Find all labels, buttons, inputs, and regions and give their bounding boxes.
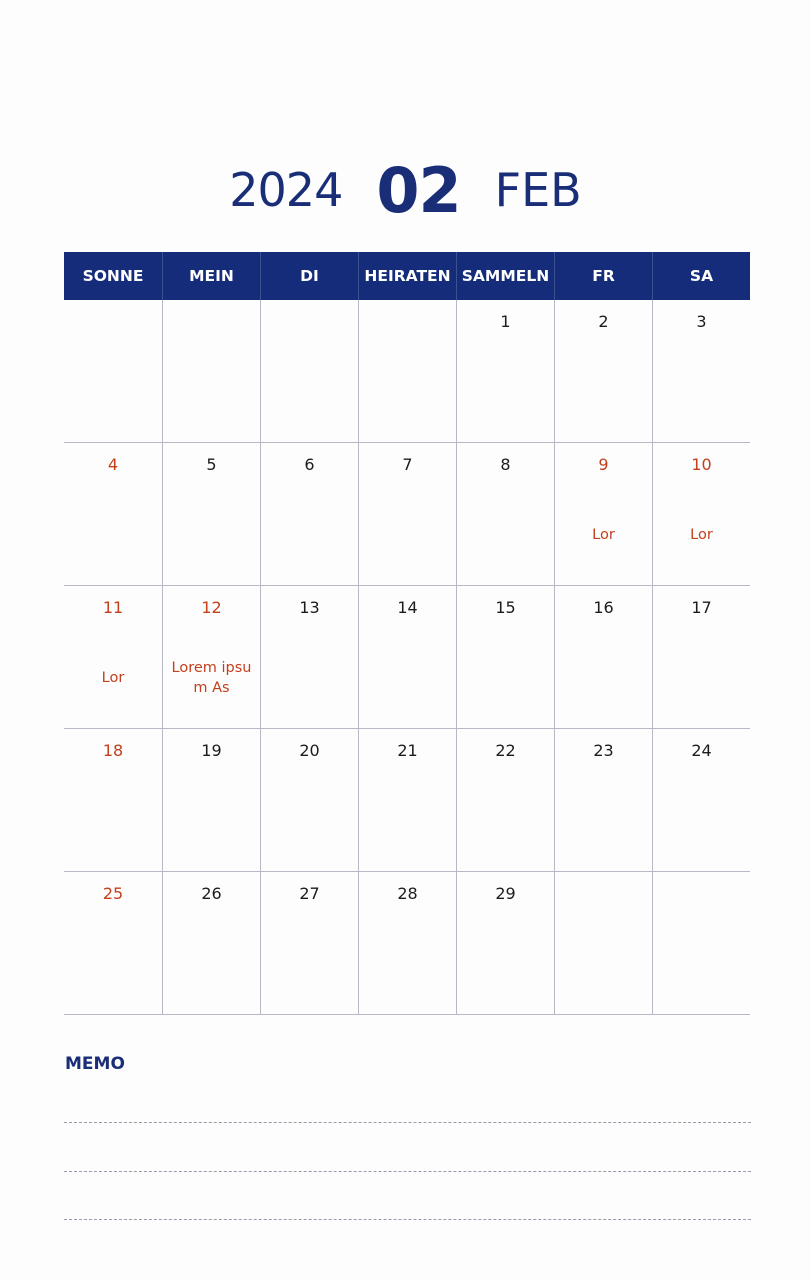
memo-line <box>64 1171 751 1172</box>
day-number: 21 <box>397 741 418 760</box>
memo-line <box>64 1219 751 1220</box>
day-cell[interactable] <box>260 586 358 729</box>
day-number: 24 <box>691 741 712 760</box>
day-cell[interactable] <box>260 443 358 586</box>
day-number: 19 <box>201 741 222 760</box>
year-label: 2024 <box>229 163 343 217</box>
event-label: Lor <box>592 527 615 543</box>
day-cell[interactable] <box>554 729 652 872</box>
day-number: 12 <box>201 598 222 617</box>
day-cell[interactable] <box>64 872 162 1015</box>
day-cell[interactable] <box>162 443 260 586</box>
day-number: 10 <box>691 455 712 474</box>
day-cell[interactable] <box>358 729 456 872</box>
weekday-saturday: SA <box>652 252 750 300</box>
day-number: 28 <box>397 884 418 903</box>
day-number: 20 <box>299 741 320 760</box>
day-number: 16 <box>593 598 614 617</box>
day-cell[interactable] <box>554 443 652 586</box>
day-number: 6 <box>304 455 315 474</box>
day-cell[interactable] <box>358 443 456 586</box>
day-cell[interactable] <box>162 300 260 443</box>
day-cell[interactable] <box>64 300 162 443</box>
day-number: 25 <box>102 884 124 903</box>
day-cell[interactable] <box>358 586 456 729</box>
day-cell[interactable] <box>64 586 162 729</box>
calendar-title <box>0 150 811 230</box>
month-number: 02 <box>376 153 461 227</box>
day-grid <box>64 300 750 1015</box>
day-cell[interactable] <box>64 729 162 872</box>
day-number: 4 <box>107 455 119 474</box>
day-cell[interactable] <box>358 872 456 1015</box>
calendar-grid <box>64 252 750 1015</box>
day-cell[interactable] <box>652 872 750 1015</box>
day-number: 26 <box>201 884 222 903</box>
day-number: 13 <box>299 598 320 617</box>
day-cell[interactable] <box>162 872 260 1015</box>
event-label: Lorem ipsu m As <box>171 660 252 696</box>
event-label: Lor <box>690 527 713 543</box>
day-number: 27 <box>299 884 320 903</box>
day-cell[interactable] <box>260 300 358 443</box>
memo-label: MEMO <box>65 1054 125 1074</box>
day-number: 7 <box>402 455 413 474</box>
day-cell[interactable] <box>456 729 554 872</box>
day-number: 5 <box>206 455 217 474</box>
day-number: 22 <box>495 741 516 760</box>
day-cell[interactable] <box>652 300 750 443</box>
month-name: FEB <box>494 163 582 217</box>
day-number: 9 <box>598 455 609 474</box>
day-number: 18 <box>102 741 124 760</box>
day-cell[interactable] <box>260 872 358 1015</box>
day-number: 17 <box>691 598 712 617</box>
day-cell[interactable] <box>64 443 162 586</box>
day-number: 29 <box>495 884 516 903</box>
day-cell[interactable] <box>456 872 554 1015</box>
day-cell[interactable] <box>456 300 554 443</box>
weekday-sunday: SONNE <box>82 267 144 285</box>
day-cell[interactable] <box>358 300 456 443</box>
day-number: 11 <box>102 598 124 617</box>
weekday-monday: MEIN <box>162 252 260 300</box>
day-number: 14 <box>397 598 418 617</box>
day-cell[interactable] <box>260 729 358 872</box>
day-cell[interactable] <box>162 729 260 872</box>
day-cell[interactable] <box>652 729 750 872</box>
weekday-tuesday: DI <box>260 252 358 300</box>
day-cell[interactable] <box>456 443 554 586</box>
day-number: 8 <box>500 455 511 474</box>
weekday-wednesday: HEIRATEN <box>358 252 456 300</box>
day-cell[interactable] <box>554 872 652 1015</box>
day-number: 3 <box>696 312 707 331</box>
day-cell[interactable] <box>162 586 260 729</box>
day-number: 23 <box>593 741 614 760</box>
memo-line <box>64 1122 751 1123</box>
weekday-thursday: SAMMELN <box>456 252 554 300</box>
day-cell[interactable] <box>652 586 750 729</box>
day-cell[interactable] <box>554 586 652 729</box>
day-cell[interactable] <box>652 443 750 586</box>
day-cell[interactable] <box>554 300 652 443</box>
day-number: 2 <box>598 312 609 331</box>
day-number: 15 <box>495 598 516 617</box>
weekday-friday: FR <box>554 252 652 300</box>
weekday-header <box>64 252 750 300</box>
day-cell[interactable] <box>456 586 554 729</box>
event-label: Lor <box>101 670 125 686</box>
day-number: 1 <box>500 312 511 331</box>
